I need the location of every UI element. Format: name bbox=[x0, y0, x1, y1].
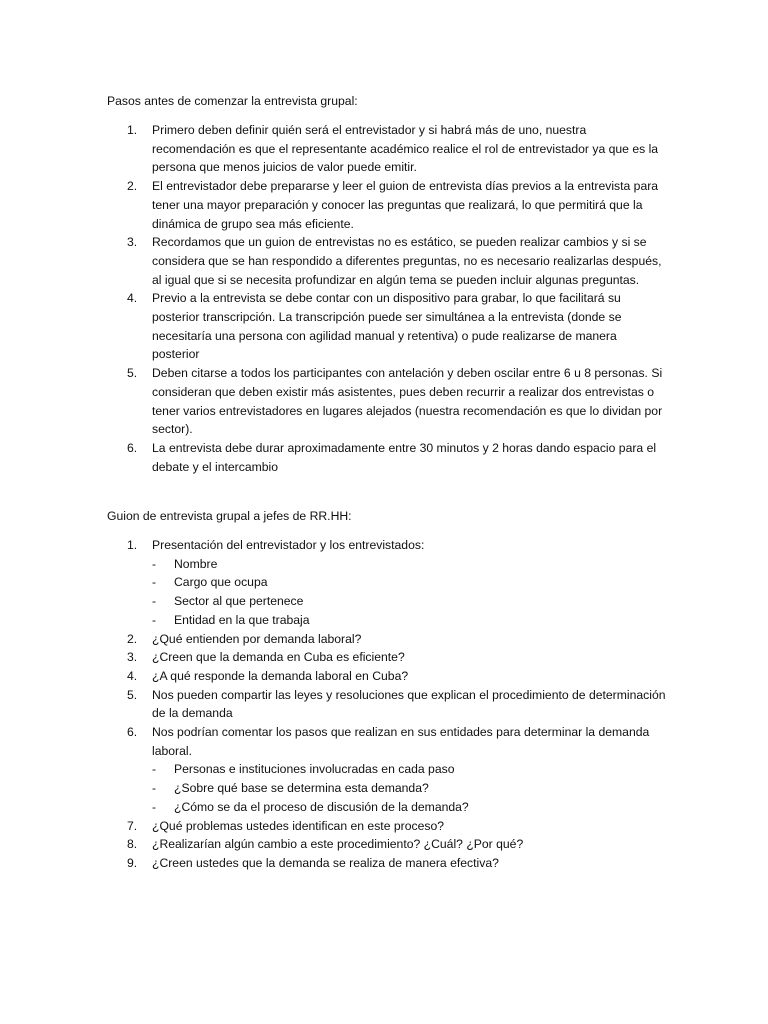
dash-bullet: - bbox=[152, 762, 157, 777]
list-item bbox=[107, 177, 667, 233]
steps-list bbox=[107, 121, 667, 476]
item-number: 3. bbox=[127, 235, 138, 250]
sub-item-text: Sector al que pertenece bbox=[174, 594, 304, 609]
dash-bullet: - bbox=[152, 556, 157, 571]
sub-list-item bbox=[152, 779, 667, 798]
dash-bullet: - bbox=[152, 799, 157, 814]
sub-list-item bbox=[152, 798, 667, 817]
list-item bbox=[107, 536, 667, 630]
item-number: 7. bbox=[127, 818, 138, 833]
list-item bbox=[107, 121, 667, 177]
list-item bbox=[107, 667, 667, 686]
sub-item-text: Cargo que ocupa bbox=[174, 575, 268, 590]
item-number: 4. bbox=[127, 291, 138, 306]
item-text: Recordamos que un guion de entrevistas no es estático, se pueden realizar cambios y si se considera que se han respondido a diferentes preguntas, no es necesario realizarlas después, al igual que si se necesita profundizar en algún tema se pueden incluir algunas preguntas. bbox=[152, 235, 662, 287]
interview-questions-list bbox=[107, 536, 667, 873]
item-text: ¿Creen ustedes que la demanda se realiza de manera efectiva? bbox=[152, 855, 499, 870]
sub-list-item bbox=[152, 555, 667, 574]
sub-list bbox=[152, 555, 667, 630]
dash-bullet: - bbox=[152, 575, 157, 590]
list-item bbox=[107, 648, 667, 667]
item-text: ¿A qué responde la demanda laboral en Cuba? bbox=[152, 668, 409, 683]
item-text: Nos pueden compartir las leyes y resoluciones que explican el procedimiento de determinación de la demanda bbox=[152, 687, 666, 721]
sub-item-text: Entidad en la que trabaja bbox=[174, 612, 310, 627]
sub-list-item bbox=[152, 611, 667, 630]
list-item bbox=[107, 817, 667, 836]
section-heading-guion: Guion de entrevista grupal a jefes de RR.HH: bbox=[107, 509, 352, 523]
sub-list-item bbox=[152, 592, 667, 611]
sub-item-text: ¿Sobre qué base se determina esta demanda? bbox=[174, 781, 429, 796]
list-item bbox=[107, 723, 667, 817]
sub-item-text: Nombre bbox=[174, 556, 218, 571]
item-number: 5. bbox=[127, 366, 138, 381]
section-heading-pasos: Pasos antes de comenzar la entrevista grupal: bbox=[107, 94, 358, 108]
item-text: Deben citarse a todos los participantes con antelación y deben oscilar entre 6 u 8 personas. Si consideran que deben existir más asistentes, pues deben recurrir a realizar dos entrevistas o tener varios entrevistadores en lugares alejados (nuestra recomendación es que lo dividan por sector). bbox=[152, 366, 663, 437]
item-number: 4. bbox=[127, 668, 138, 683]
sub-list-item bbox=[152, 573, 667, 592]
list-item bbox=[107, 439, 667, 476]
item-text: ¿Creen que la demanda en Cuba es eficiente? bbox=[152, 650, 405, 665]
item-number: 9. bbox=[127, 855, 138, 870]
list-item bbox=[107, 630, 667, 649]
sub-list bbox=[152, 760, 667, 816]
dash-bullet: - bbox=[152, 594, 157, 609]
item-number: 6. bbox=[127, 725, 138, 740]
item-text: Previo a la entrevista se debe contar con un dispositivo para grabar, lo que facilitará su posterior transcripción. La transcripción puede ser simultánea a la entrevista (donde se necesitaría una persona con agilidad manual y retentiva) o pude realizarse de manera posterior bbox=[152, 291, 622, 362]
item-number: 2. bbox=[127, 179, 138, 194]
item-text: ¿Realizarían algún cambio a este procedimiento? ¿Cuál? ¿Por qué? bbox=[152, 837, 524, 852]
sub-item-text: Personas e instituciones involucradas en cada paso bbox=[174, 762, 455, 777]
sub-item-text: ¿Cómo se da el proceso de discusión de la demanda? bbox=[174, 799, 469, 814]
item-text: Primero deben definir quién será el entrevistador y si habrá más de uno, nuestra recomendación es que el representante académico realice el rol de entrevistador ya que es la persona que menos juicios de valor puede emitir. bbox=[152, 123, 659, 175]
list-item bbox=[107, 854, 667, 873]
list-item bbox=[107, 233, 667, 289]
item-text: ¿Qué problemas ustedes identifican en este proceso? bbox=[152, 818, 444, 833]
item-number: 1. bbox=[127, 538, 138, 552]
list-item bbox=[107, 835, 667, 854]
dash-bullet: - bbox=[152, 612, 157, 627]
list-item bbox=[107, 364, 667, 439]
item-number: 8. bbox=[127, 837, 138, 852]
item-number: 3. bbox=[127, 650, 138, 665]
item-text: Presentación del entrevistador y los entrevistados: bbox=[152, 538, 425, 552]
item-text: El entrevistador debe prepararse y leer el guion de entrevista días previos a la entrevista para tener una mayor preparación y conocer las preguntas que realizará, lo que permitirá que la dinámica de grupo sea más eficiente. bbox=[152, 179, 659, 231]
item-number: 5. bbox=[127, 687, 138, 702]
item-number: 2. bbox=[127, 631, 138, 646]
list-item bbox=[107, 289, 667, 364]
item-text: La entrevista debe durar aproximadamente entre 30 minutos y 2 horas dando espacio para el debate y el intercambio bbox=[152, 440, 657, 474]
sub-list-item bbox=[152, 760, 667, 779]
dash-bullet: - bbox=[152, 781, 157, 796]
item-number: 6. bbox=[127, 440, 138, 455]
item-text: ¿Qué entienden por demanda laboral? bbox=[152, 631, 362, 646]
item-text: Nos podrían comentar los pasos que realizan en sus entidades para determinar la demanda laboral. bbox=[152, 725, 650, 758]
item-number: 1. bbox=[127, 123, 138, 137]
list-item bbox=[107, 686, 667, 723]
